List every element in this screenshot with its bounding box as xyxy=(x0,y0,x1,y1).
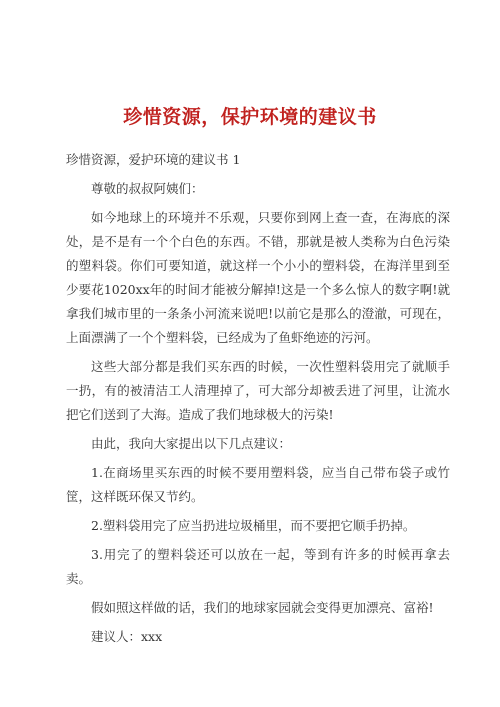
paragraph-intro: 如今地球上的环境并不乐观，只要你到网上查一查，在海底的深处，是不是有一个个白色的东西。不错，那就是被人类称为白色污染的塑料袋。你们可要知道，就这样一个小小的塑料袋，在海洋里到至少要花1020xx年的时间才能被分解掉!这是一个多么惊人的数字啊!就拿我们城市里的一条条小河流来说吧!以前它是那么的澄澈，可现在，上面漂满了一个个塑料袋，已经成为了鱼虾绝迹的污河。 xyxy=(66,210,450,345)
paragraph-cause: 这些大部分都是我们买东西的时候，一次性塑料袋用完了就顺手一扔，有的被清洁工人清理掉了，可大部分却被丢进了河里，让流水把它们送到了大海。造成了我们地球极大的污染! xyxy=(66,359,450,422)
suggestion-item-2: 2.塑料袋用完了应当扔进垃圾桶里，而不要把它顺手扔掉。 xyxy=(91,518,416,533)
document-body xyxy=(66,148,450,649)
paragraph-closing: 假如照这样做的话，我们的地球家园就会变得更加漂亮、富裕! xyxy=(91,600,434,615)
document-title: 珍惜资源，保护环境的建议书 xyxy=(123,106,377,128)
paragraph-proposal-lead: 由此，我向大家提出以下几点建议： xyxy=(91,436,292,451)
suggestion-item-1: 1.在商场里买东西的时候不要用塑料袋，应当自己带布袋子或竹筐，这样既环保又节约。 xyxy=(66,465,450,504)
suggestion-item-3: 3.用完了的塑料袋还可以放在一起，等到有许多的时候再拿去卖。 xyxy=(66,547,450,586)
doc-subtitle: 珍惜资源，爱护环境的建议书 1 xyxy=(66,152,241,167)
signature: 建议人：xxx xyxy=(91,629,163,644)
salutation: 尊敬的叔叔阿姨们： xyxy=(91,181,204,196)
